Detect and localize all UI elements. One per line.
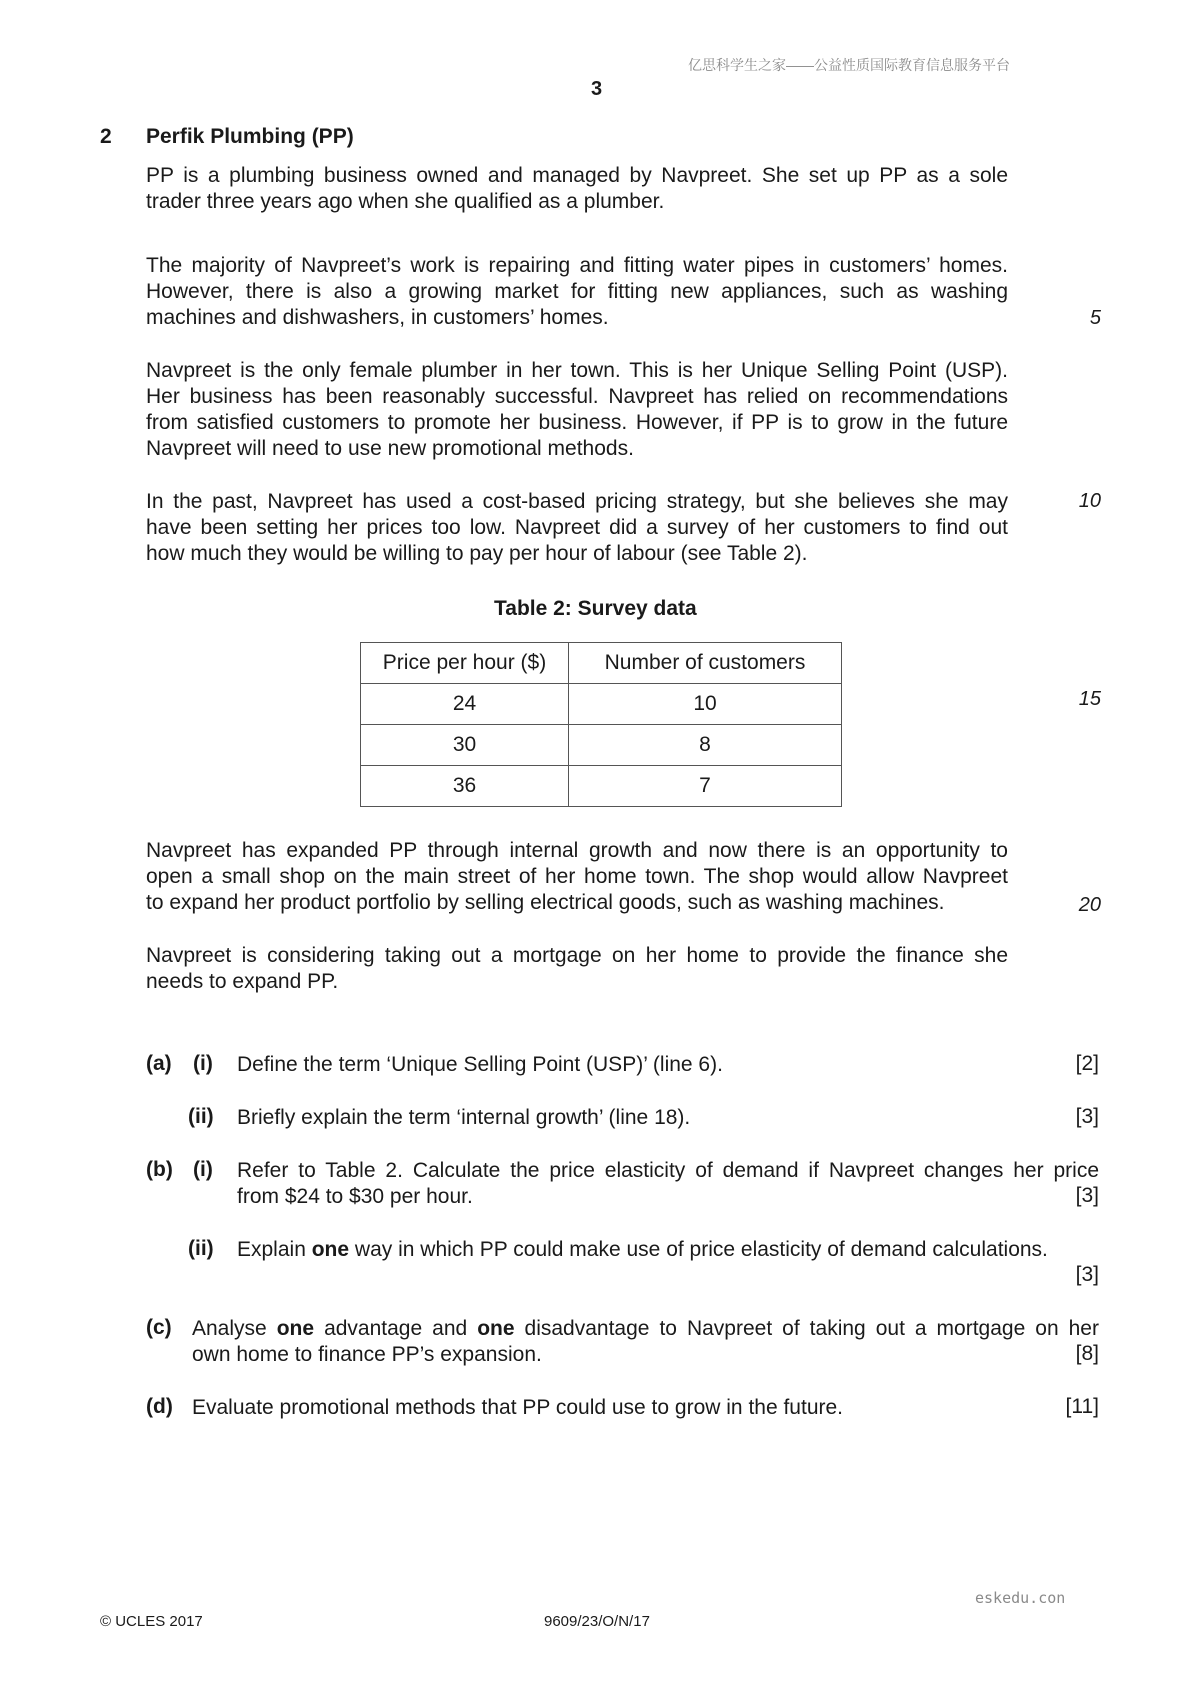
text-line: to expand her product portfolio by selling electrical goods, such as washing machines.	[146, 891, 945, 914]
part-b-ii-text	[237, 1237, 1048, 1263]
footer-watermark: eskedu.con	[975, 1589, 1066, 1607]
text-line: Navpreet has expanded PP through internal growth and now there is an opportunity to	[146, 839, 1008, 862]
part-a-ii-marks: [3]	[1075, 1105, 1099, 1128]
part-a-i-marks: [2]	[1075, 1052, 1099, 1075]
emphasis-text: one	[276, 1317, 315, 1340]
part-b-i-label: (i)	[193, 1158, 213, 1181]
part-d-text: Evaluate promotional methods that PP could use to grow in the future.	[192, 1396, 843, 1419]
part-b-i-text	[237, 1158, 1099, 1210]
part-b-ii-marks: [3]	[1075, 1263, 1099, 1286]
part-a-ii-label: (ii)	[188, 1105, 214, 1128]
text-span: disadvantage to Navpreet of taking out a mortgage on her	[524, 1317, 1099, 1340]
part-c-marks: [8]	[1075, 1342, 1099, 1365]
case-paragraph-6	[146, 943, 1008, 995]
part-d-label: (d)	[146, 1395, 173, 1418]
emphasis-text: one	[311, 1238, 350, 1261]
line-number: 20	[1078, 894, 1101, 916]
emphasis-text: one	[477, 1317, 515, 1340]
text-line: PP is a plumbing business owned and managed by Navpreet. She set up PP as a sole	[146, 164, 1008, 187]
table-cell: 30	[361, 725, 569, 766]
text-line: However, there is also a growing market for fitting new appliances, such as washing	[146, 280, 1008, 303]
text-line: Refer to Table 2. Calculate the price elasticity of demand if Navpreet changes her price	[237, 1159, 1099, 1182]
text-line: own home to finance PP’s expansion.	[192, 1343, 542, 1366]
table-cell: 10	[569, 684, 842, 725]
text-span: way in which PP could make use of price elasticity of demand calculations.	[354, 1238, 1048, 1261]
table-cell: 36	[361, 766, 569, 807]
table-cell: 8	[569, 725, 842, 766]
text-line: Her business has been reasonably successful. Navpreet has relied on recommendations	[146, 385, 1008, 408]
text-line: needs to expand PP.	[146, 970, 339, 993]
case-paragraph-3	[146, 358, 1008, 462]
case-paragraph-2	[146, 253, 1008, 331]
text-line: The majority of Navpreet’s work is repairing and fitting water pipes in customers’ homes.	[146, 254, 1008, 277]
part-a-ii-text: Briefly explain the term ‘internal growth’ (line 18).	[237, 1106, 691, 1129]
text-line	[192, 1316, 1099, 1342]
part-a-i-label: (i)	[193, 1052, 213, 1075]
part-c-label: (c)	[146, 1316, 172, 1339]
text-line: machines and dishwashers, in customers’ homes.	[146, 306, 609, 329]
table-header-row	[361, 643, 842, 684]
question-title: Perfik Plumbing (PP)	[146, 125, 354, 148]
case-paragraph-4	[146, 489, 1008, 567]
text-line: trader three years ago when she qualified as a plumber.	[146, 190, 665, 213]
table-row	[361, 725, 842, 766]
footer-copyright: © UCLES 2017	[100, 1613, 203, 1630]
text-line: how much they would be willing to pay per hour of labour (see Table 2).	[146, 542, 808, 565]
part-b-i-marks: [3]	[1075, 1184, 1099, 1207]
text-span: Analyse	[192, 1317, 267, 1340]
part-a-i-text: Define the term ‘Unique Selling Point (USP)’ (line 6).	[237, 1053, 723, 1076]
footer-paper-code: 9609/23/O/N/17	[544, 1613, 650, 1630]
line-number: 5	[1089, 307, 1101, 329]
text-line: have been setting her prices too low. Navpreet did a survey of her customers to find out	[146, 516, 1008, 539]
page-number: 3	[591, 78, 603, 100]
case-paragraph-5	[146, 838, 1008, 916]
text-span: Explain	[237, 1238, 306, 1261]
text-line: from satisfied customers to promote her business. However, if PP is to grow in the future	[146, 411, 1008, 434]
line-number: 15	[1078, 688, 1101, 710]
text-line: Navpreet is the only female plumber in her town. This is her Unique Selling Point (USP).	[146, 359, 1008, 382]
text-line: Navpreet will need to use new promotional methods.	[146, 437, 634, 460]
table-row	[361, 766, 842, 807]
survey-table	[360, 642, 842, 807]
part-a-label: (a)	[146, 1052, 172, 1075]
column-header: Price per hour ($)	[361, 643, 569, 684]
text-line: from $24 to $30 per hour.	[237, 1185, 473, 1208]
text-line: Navpreet is considering taking out a mortgage on her home to provide the finance she	[146, 944, 1008, 967]
table-title: Table 2: Survey data	[494, 597, 697, 620]
line-number: 10	[1078, 490, 1101, 512]
table-cell: 7	[569, 766, 842, 807]
question-number: 2	[100, 125, 112, 148]
text-line: open a small shop on the main street of her home town. The shop would allow Navpreet	[146, 865, 1008, 888]
part-d-marks: [11]	[1065, 1395, 1099, 1418]
column-header: Number of customers	[569, 643, 842, 684]
table-cell: 24	[361, 684, 569, 725]
watermark-text: 亿思科学生之家——公益性质国际教育信息服务平台	[688, 57, 1010, 73]
table-row	[361, 684, 842, 725]
text-line: In the past, Navpreet has used a cost-based pricing strategy, but she believes she may	[146, 490, 1008, 513]
part-c-text	[192, 1316, 1099, 1368]
part-b-ii-label: (ii)	[188, 1237, 214, 1260]
text-span: advantage and	[324, 1317, 468, 1340]
case-paragraph-1	[146, 163, 1008, 215]
part-b-label: (b)	[146, 1158, 173, 1181]
